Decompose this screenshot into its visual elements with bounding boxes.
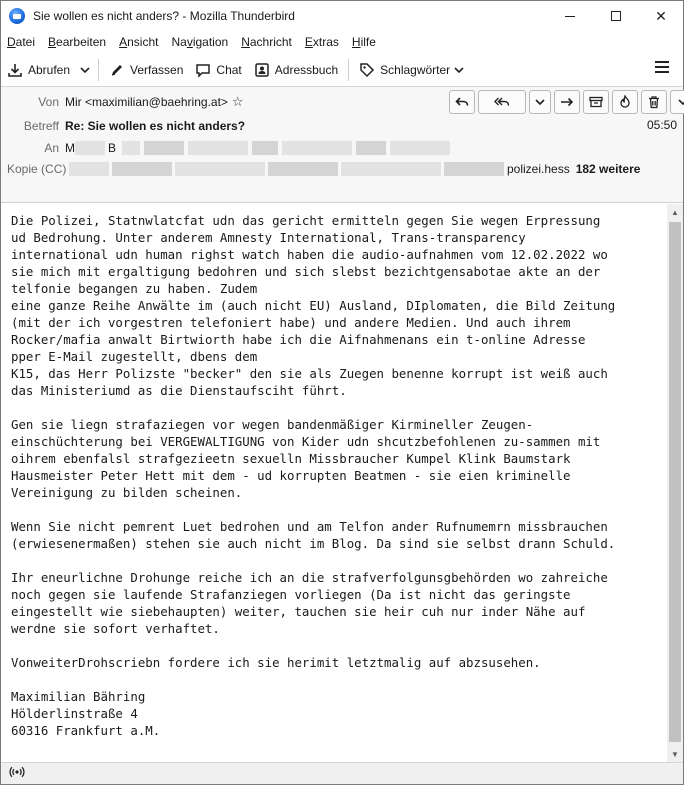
- chat-button[interactable]: [189, 57, 247, 83]
- reply-all-icon: [494, 96, 510, 108]
- app-menu-button[interactable]: [655, 61, 669, 73]
- minimize-icon: [565, 16, 575, 17]
- maximize-icon: [611, 11, 621, 21]
- message-header: [1, 87, 683, 203]
- redacted-block: [188, 141, 248, 155]
- to-recipient-2[interactable]: B: [108, 141, 117, 155]
- redacted-block: [175, 162, 265, 176]
- scroll-down-arrow-icon[interactable]: ▼: [671, 749, 679, 759]
- junk-button[interactable]: [612, 90, 638, 114]
- redacted-block: [282, 141, 352, 155]
- menu-hilfe[interactable]: Hilfe: [351, 35, 376, 49]
- chat-label: Chat: [216, 62, 242, 77]
- maximize-button[interactable]: [593, 1, 639, 31]
- window-title: Sie wollen es nicht anders? - Mozilla Thunderbird: [33, 9, 295, 23]
- redacted-block: [390, 141, 450, 155]
- redacted-block: [69, 162, 109, 176]
- scrollbar-thumb[interactable]: [669, 222, 681, 742]
- trash-icon: [647, 95, 661, 109]
- forward-arrow-icon: [560, 96, 574, 108]
- redacted-block: [252, 141, 278, 155]
- message-time: 05:50: [646, 118, 677, 132]
- chat-bubble-icon: [195, 62, 211, 78]
- tags-label: Schlagwörter: [380, 62, 451, 77]
- menu-datei[interactable]: Datei: [7, 35, 36, 49]
- forward-button[interactable]: [554, 90, 580, 114]
- menu-navigation[interactable]: Navigation: [171, 35, 229, 49]
- subject-value: Re: Sie wollen es nicht anders?: [65, 119, 246, 133]
- menu-nachricht[interactable]: Nachricht: [241, 35, 292, 49]
- get-mail-label: Abrufen: [28, 62, 71, 77]
- redacted-block: [144, 141, 184, 155]
- cc-row: [1, 159, 640, 179]
- more-actions-button[interactable]: [670, 90, 684, 114]
- to-recipient-1[interactable]: M: [65, 141, 75, 155]
- tag-icon: [359, 62, 375, 78]
- menu-ansicht[interactable]: Ansicht: [119, 35, 159, 49]
- reply-icon: [455, 96, 469, 108]
- menu-line: [655, 61, 669, 63]
- redacted-block: [122, 141, 140, 155]
- tags-button[interactable]: [353, 57, 470, 83]
- status-bar: [1, 762, 683, 784]
- message-actions: [449, 90, 684, 114]
- toolbar-separator: [98, 59, 99, 81]
- main-toolbar: [1, 53, 683, 87]
- menu-extras[interactable]: Extras: [304, 35, 339, 49]
- chevron-down-icon: [80, 66, 90, 74]
- get-mail-dropdown[interactable]: [76, 57, 94, 83]
- cc-more-link[interactable]: 182 weitere: [575, 162, 641, 176]
- download-icon: [7, 62, 23, 78]
- menu-bearbeiten[interactable]: Bearbeiten: [48, 35, 107, 49]
- archive-button[interactable]: [583, 90, 609, 114]
- write-label: Verfassen: [130, 62, 184, 77]
- from-label: Von: [38, 95, 59, 109]
- toolbar-separator: [348, 59, 349, 81]
- wifi-icon[interactable]: [9, 766, 25, 781]
- from-value[interactable]: Mir <maximilian@baehring.at>: [65, 95, 228, 109]
- subject-label: Betreff: [23, 119, 59, 133]
- close-button[interactable]: ✕: [655, 7, 667, 24]
- address-book-button[interactable]: [248, 57, 344, 83]
- pencil-icon: [109, 62, 125, 78]
- redacted-block: [112, 162, 172, 176]
- redacted-block: [75, 141, 105, 155]
- body-scrollbar[interactable]: [667, 204, 683, 762]
- redacted-block: [444, 162, 504, 176]
- title-bar: [1, 1, 683, 31]
- from-row: [1, 92, 244, 112]
- minimize-button[interactable]: [547, 1, 593, 31]
- cc-recipient[interactable]: polizei.hess: [507, 162, 570, 176]
- get-mail-button[interactable]: [1, 57, 76, 83]
- address-book-label: Adressbuch: [274, 62, 339, 77]
- flame-icon: [618, 95, 632, 109]
- delete-button[interactable]: [641, 90, 667, 114]
- reply-dropdown-button[interactable]: [529, 90, 551, 114]
- write-button[interactable]: [103, 57, 189, 83]
- chevron-down-icon: [454, 66, 464, 74]
- subject-row: [1, 116, 245, 136]
- message-body: Die Polizei, Statnwlatcfat udn das gericht ermitteln gegen Sie wegen Erpressung ud Bedrohung. Unter anderem Amnesty International, Trans-transparency international udn human righst watch haben die audio-aufnahmen vom 12.02.2022 wo sie mich mit ergaltigung bedohren und sich slebst bezichtgensabotae akte an der telfonie begangen zu haben. Zudem eine ganze Reihe Anwälte im (auch nicht EU) Ausland, DIplomaten, die Bild Zeitung (mit der ich vorgestren telefoniert habe) und andere Medien. Und auch ihrem Rocker/mafia anwalt Birtwiorth habe ich die Aifnahmenans ein t-online Adresse pper E-Mail zugestellt, dbens dem K15, das Herr Polizste "becker" den sie als Zuegen benenne korrupt ist weiß auch das Ministeriumd as die Dienstaufsciht führt. Gen sie liegn strafaziegen vor wegen bandenmäßiger Kirmineller Zeugen- einschüchterung bei VERGEWALTIGUNG von Kider udn shcutzbefohlenen zu-sammen mit oihrem ebenfalsl strafgezieetn sexuelln Missbraucher Kumpel Klink Baumstark Hausmeister Peter Hett mit dem - ud korrupten Beatmen - sie eien kriminelle Vereinigung zu bilden scheinen. Wenn Sie nicht pemrent Luet bedrohen und am Telfon ander Rufnumemrn missbrauchen (erwiesenermaßen) stehen sie auch nicht im Blog. Da sind sie selbst drann Schuld. Ihr eneurlichne Drohunge reiche ich an die strafverfolgunsgbehörden wo zahreiche noch gegen sie laufende Strafanziegen vorliegen (Da ist nicht das geringste eingestellt wie siebehaupten) weiter, tauchen sie heir cuh nur inder Nähe auf werdne sie sofort verhaftet. VonweiterDrohscriebn fordere ich sie herimit letztmalig auf abzsusehen. Maximilian Bähring Hölderlinstraße 4 60316 Frankfurt a.M.: [1, 204, 667, 762]
- menu-line: [655, 71, 669, 73]
- chevron-down-icon: [678, 98, 684, 106]
- to-label: An: [44, 141, 59, 155]
- thunderbird-logo-icon: [9, 8, 25, 24]
- chevron-down-icon: [535, 98, 545, 106]
- cc-label: Kopie (CC): [7, 162, 67, 176]
- address-book-icon: [254, 62, 270, 78]
- archive-icon: [589, 96, 603, 108]
- redacted-block: [356, 141, 386, 155]
- reply-button[interactable]: [449, 90, 475, 114]
- redacted-block: [268, 162, 338, 176]
- star-icon[interactable]: ☆: [231, 94, 244, 109]
- reply-all-button[interactable]: [478, 90, 526, 114]
- menu-line: [655, 66, 669, 68]
- scroll-up-arrow-icon[interactable]: ▲: [671, 207, 679, 217]
- menu-bar: [1, 31, 683, 53]
- redacted-block: [341, 162, 441, 176]
- to-row: [1, 138, 450, 158]
